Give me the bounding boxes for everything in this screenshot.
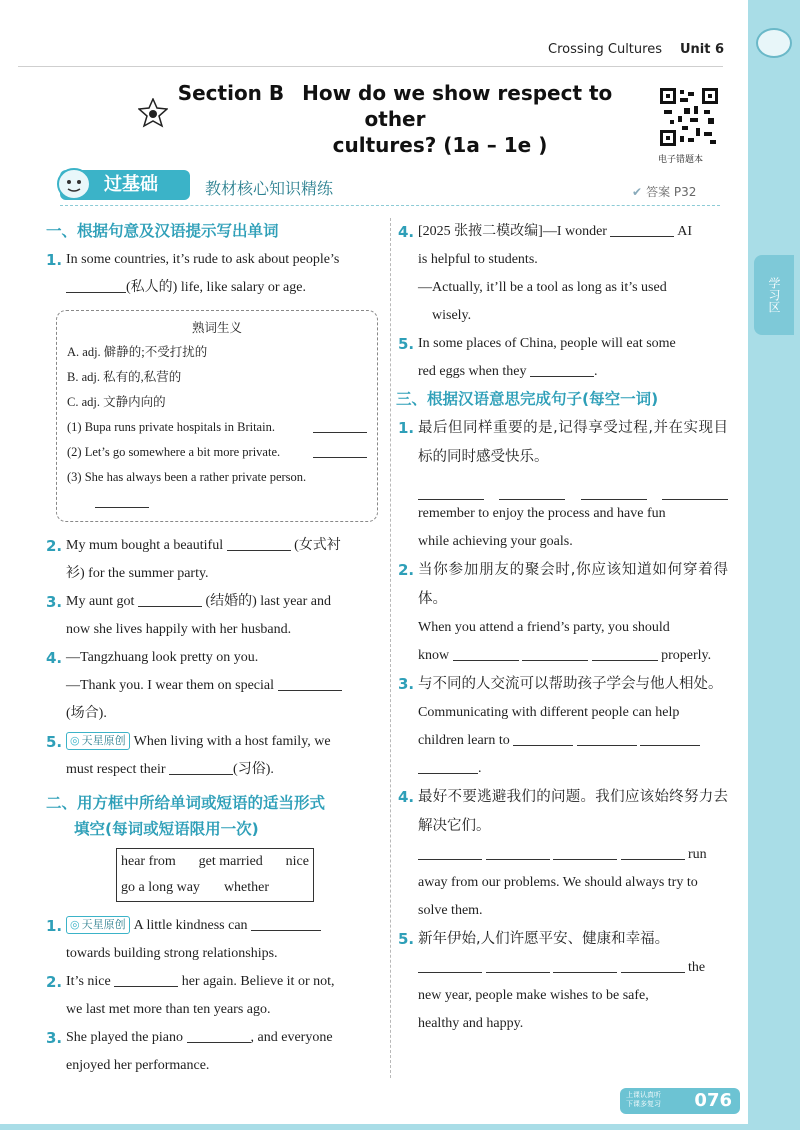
word-box — [116, 848, 314, 902]
tag-text: 天星原创 — [81, 918, 126, 931]
vocab-def: B. adj. 私有的,私营的 — [67, 370, 182, 384]
q-text: She played the piano — [66, 1030, 184, 1045]
answer-blank[interactable] — [313, 440, 367, 458]
answer-blank[interactable] — [66, 275, 126, 293]
page-number: 076 — [694, 1090, 732, 1111]
answer-blank[interactable] — [610, 219, 674, 237]
answer-blank[interactable] — [418, 482, 484, 500]
q-number: 3. — [398, 675, 415, 693]
q-text: new year, people make wishes to be safe, — [418, 988, 649, 1003]
banner-label: 过基础 — [60, 170, 190, 200]
vocab-def: C. adj. 文静内向的 — [67, 395, 166, 409]
footer-slogan-a: 上课认真听 — [626, 1091, 661, 1099]
part2-q2 — [46, 968, 384, 1024]
answer-blank[interactable] — [418, 955, 482, 973]
word-option: get married — [198, 854, 263, 869]
tag-text: 天星原创 — [81, 734, 126, 747]
answer-blank[interactable] — [278, 673, 342, 691]
star-badge-icon: ◎ — [70, 734, 80, 747]
q-text: . — [478, 761, 482, 776]
vocab-box — [56, 310, 378, 522]
q-text: My mum bought a beautiful — [66, 538, 224, 553]
part2-q1 — [46, 912, 384, 968]
answer-blank[interactable] — [169, 757, 233, 775]
answer-blank[interactable] — [640, 728, 700, 746]
q-text: wisely. — [432, 308, 472, 323]
q-text: her again. Believe it or not, — [181, 974, 335, 989]
word-option: hear from — [121, 854, 176, 869]
part1-q5 — [46, 728, 384, 784]
answer-blank[interactable] — [313, 415, 367, 433]
left-column — [46, 218, 384, 1080]
q-text: In some countries, it’s rude to ask about people’s — [66, 252, 340, 267]
vocab-title: 熟词生义 — [191, 320, 242, 335]
banner-divider — [60, 205, 720, 206]
check-icon: ✔ — [632, 185, 643, 199]
q-text: —Tangzhuang look pretty on you. — [66, 650, 259, 665]
answer-blank[interactable] — [138, 589, 202, 607]
bottom-strip — [0, 1124, 800, 1130]
q-number: 2. — [46, 973, 63, 991]
q-text: —Actually, it’ll be a tool as long as it’s used — [418, 280, 667, 295]
q-text: . — [593, 364, 598, 379]
q-number: 1. — [46, 917, 63, 935]
running-header — [548, 42, 724, 57]
original-tag — [66, 732, 130, 750]
q-number: 4. — [46, 649, 63, 667]
answer-blank[interactable] — [418, 842, 482, 860]
q-text: is helpful to students. — [418, 252, 538, 267]
section-label: Section B — [177, 81, 285, 105]
part3-q5 — [398, 925, 728, 1038]
answer-blank[interactable] — [227, 533, 291, 551]
q-number: 5. — [398, 930, 415, 948]
answer-blank[interactable] — [592, 643, 658, 661]
q-text: A little kindness can — [133, 918, 248, 933]
q-text: When living with a host family, we — [133, 734, 331, 749]
q-number: 2. — [398, 561, 415, 579]
side-strip — [748, 0, 800, 1130]
original-tag — [66, 916, 130, 934]
qr-label: 电子错题本 — [658, 155, 704, 165]
q-text: When you attend a friend’s party, you should — [418, 620, 670, 635]
answer-blank[interactable] — [662, 482, 728, 500]
part3-q4 — [398, 783, 728, 925]
answer-blank[interactable] — [522, 643, 588, 661]
q-chinese: 最后但同样重要的是,记得享受过程,并在实现目标的同时感受快乐。 — [418, 420, 728, 465]
q-text: In some places of China, people will eat some — [418, 336, 676, 351]
answer-ref-text: 答案 P32 — [646, 185, 697, 199]
q-number: 3. — [46, 593, 63, 611]
title-line2: cultures? (1a – 1e ) — [332, 133, 548, 157]
q-number: 5. — [398, 335, 415, 353]
q-number: 4. — [398, 788, 415, 806]
q-number: 5. — [46, 733, 63, 751]
part2-q4 — [398, 218, 728, 330]
q-number: 3. — [46, 1029, 63, 1047]
title-line1: How do we show respect to other — [302, 81, 613, 131]
part1-heading: 一、根据句意及汉语提示写出单词 — [46, 222, 279, 240]
side-tab[interactable]: 学习区 — [754, 255, 794, 335]
mascot-badge-icon — [52, 162, 96, 202]
page-footer — [620, 1088, 740, 1114]
part3-q2 — [398, 556, 728, 670]
q-text: solve them. — [418, 903, 483, 918]
answer-blank[interactable] — [577, 728, 637, 746]
part2-heading-line1: 二、用方框中所给单词或短语的适当形式 — [46, 794, 326, 812]
q-text: the — [688, 960, 706, 975]
part2-heading — [46, 790, 384, 842]
column-divider — [390, 218, 391, 1078]
q-chinese: 与不同的人交流可以帮助孩子学会与他人相处。 — [418, 676, 723, 692]
part3-heading: 三、根据汉语意思完成句子(每空一词) — [396, 390, 659, 408]
q-text: enjoyed her performance. — [66, 1058, 210, 1073]
word-option: nice — [285, 854, 309, 869]
header-run-title: Crossing Cultures — [548, 42, 662, 57]
q-text: (女式衬 — [294, 538, 341, 553]
q-text: (场合). — [66, 706, 107, 721]
q-text: away from our problems. We should always try to — [418, 875, 698, 890]
q-text: towards building strong relationships. — [66, 946, 278, 961]
answer-blank[interactable] — [621, 842, 685, 860]
answer-blank[interactable] — [553, 955, 617, 973]
q-text: It’s nice — [66, 974, 111, 989]
vocab-item — [67, 465, 367, 490]
answer-blank[interactable] — [418, 756, 478, 774]
vocab-item — [67, 440, 367, 465]
q-number: 4. — [398, 223, 415, 241]
q-text: , and everyone — [250, 1030, 333, 1045]
q-text: now she lives happily with her husband. — [66, 622, 292, 637]
part3-q1 — [398, 414, 728, 556]
q-text: while achieving your goals. — [418, 534, 573, 549]
q-number: 1. — [398, 419, 415, 437]
q-text: children learn to — [418, 733, 510, 748]
q-chinese: 当你参加朋友的聚会时,你应该知道如何穿着得体。 — [418, 562, 728, 607]
q-text: AI — [677, 224, 692, 239]
part1-q4 — [46, 644, 384, 728]
part2-heading-line2: 填空(每词或短语限用一次) — [74, 820, 259, 838]
vocab-def: A. adj. 僻静的;不受打扰的 — [67, 345, 208, 359]
header-divider — [18, 66, 723, 67]
part1-q3 — [46, 588, 384, 644]
answer-blank[interactable] — [453, 643, 519, 661]
word-option: whether — [223, 880, 270, 895]
q-text: red eggs when they — [418, 364, 527, 379]
banner-subtitle: 教材核心知识精练 — [205, 179, 334, 198]
part2-q3 — [46, 1024, 384, 1080]
q-text: [2025 张掖二模改编]—I wonder — [418, 224, 607, 239]
part1-q2 — [46, 532, 384, 588]
q-text: My aunt got — [66, 594, 135, 609]
answer-blank[interactable] — [95, 490, 149, 508]
answer-blank[interactable] — [486, 842, 550, 860]
q-number: 1. — [46, 251, 63, 269]
q-text: (结婚的) last year and — [205, 594, 332, 609]
q-chinese: 最好不要逃避我们的问题。我们应该始终努力去解决它们。 — [418, 789, 728, 834]
answer-blank[interactable] — [499, 482, 565, 500]
word-option: go a long way — [121, 880, 200, 895]
q-text: Communicating with different people can help — [418, 705, 680, 720]
q-text: (习俗). — [233, 762, 274, 777]
q-text: we last met more than ten years ago. — [66, 1002, 271, 1017]
answer-blank[interactable] — [621, 955, 685, 973]
vocab-item — [67, 415, 367, 440]
qr-code-icon[interactable] — [660, 88, 718, 146]
q-text: run — [688, 847, 707, 862]
answer-blank[interactable] — [553, 842, 617, 860]
part1-q1 — [46, 246, 384, 302]
vocab-item-text: (2) Let’s go somewhere a bit more private. — [67, 445, 281, 459]
answer-blank[interactable] — [530, 359, 594, 377]
footer-slogan-b: 下课多复习 — [626, 1100, 661, 1108]
vocab-item-text: (1) Bupa runs private hospitals in Britain. — [67, 420, 275, 434]
answer-blank[interactable] — [581, 482, 647, 500]
right-column — [398, 218, 728, 1038]
answer-blank[interactable] — [251, 913, 321, 931]
answer-blank[interactable] — [486, 955, 550, 973]
answer-ref — [632, 183, 696, 200]
part3-q3 — [398, 670, 728, 783]
q-text: —Thank you. I wear them on special — [66, 678, 274, 693]
header-unit: Unit 6 — [679, 42, 725, 57]
q-text: must respect their — [66, 762, 166, 777]
q-text: (私人的) life, like salary or age. — [126, 280, 306, 295]
page-title — [150, 80, 640, 158]
answer-blank[interactable] — [114, 969, 178, 987]
q-text: healthy and happy. — [418, 1016, 524, 1031]
mascot-icon — [756, 28, 792, 58]
q-text: remember to enjoy the process and have fun — [418, 506, 666, 521]
q-text: properly. — [661, 648, 712, 663]
q-text: know — [418, 648, 450, 663]
q-text: 衫) for the summer party. — [66, 566, 209, 581]
blank-row — [418, 472, 728, 500]
part2-q5 — [398, 330, 728, 386]
q-chinese: 新年伊始,人们许愿平安、健康和幸福。 — [418, 931, 670, 947]
answer-blank[interactable] — [187, 1025, 251, 1043]
q-number: 2. — [46, 537, 63, 555]
vocab-item-text: (3) She has always been a rather private person. — [67, 470, 307, 484]
star-badge-icon: ◎ — [70, 918, 80, 931]
answer-blank[interactable] — [513, 728, 573, 746]
